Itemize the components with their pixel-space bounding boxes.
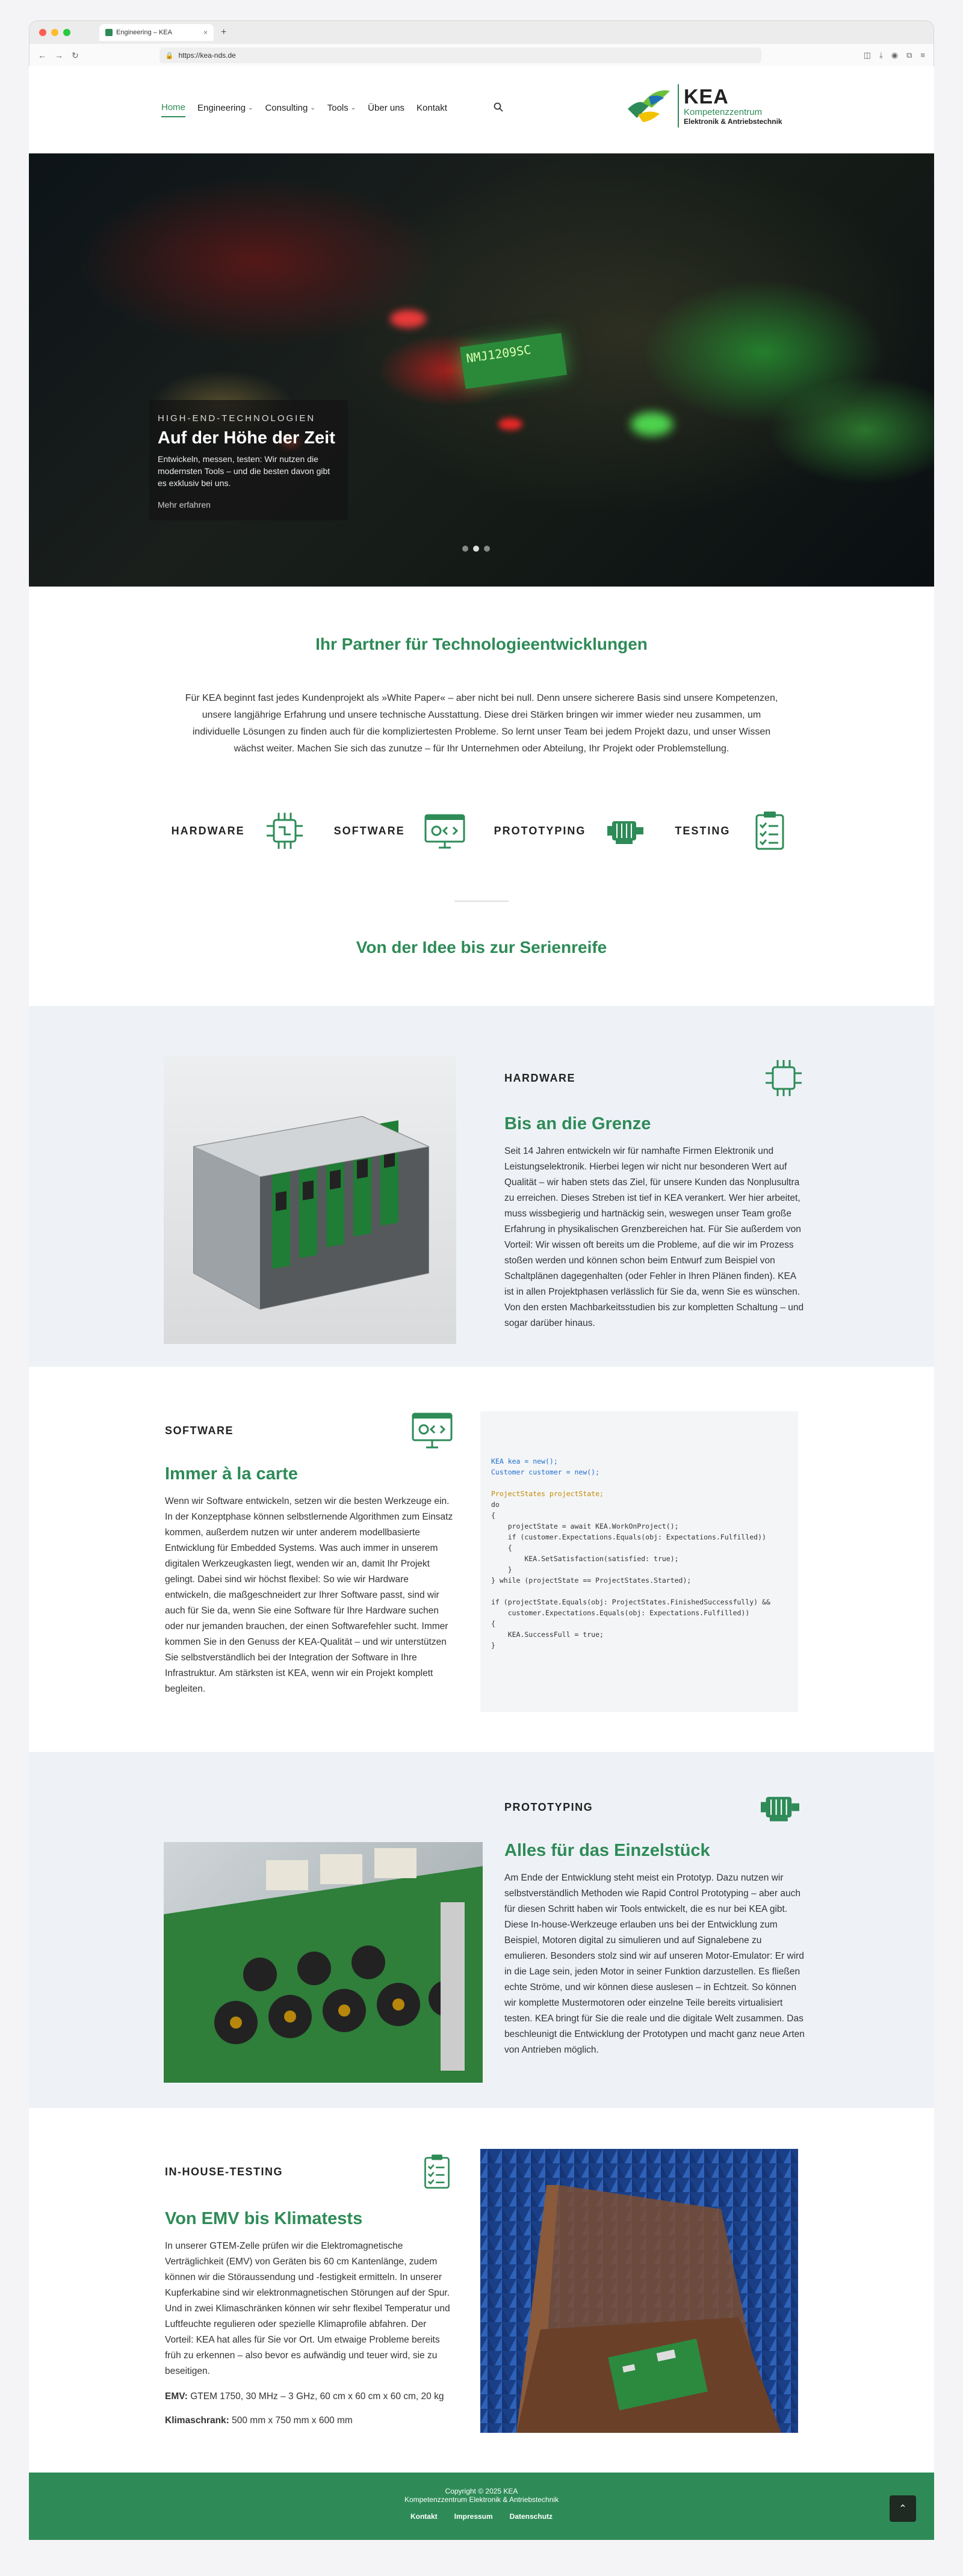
- tab-bar: [29, 21, 934, 44]
- intro-text: Für KEA beginnt fast jedes Kundenprojekt als »White Paper« – aber nicht bei null. Denn unsere sicherere Basis sind unsere Kompetenzen, unsere langjährige Erfahrung und unsere technische Ausstattung. Diese drei Stärken bringen wir immer wieder neu zusammen, um individuelle Lösungen zu finden auch für die kompliziertesten Probleme. So lernt unser Team bei jedem Projekt dazu, und unser Wissen wächst weiter. Machen Sie sich das zunutze – für Ihr Unternehmen oder Abteilung, Ihr Projekt oder Problemstellung.: [185, 693, 778, 754]
- nav-item-engineering[interactable]: [197, 102, 253, 117]
- chip-icon: [762, 1056, 805, 1100]
- browser-tab[interactable]: [99, 24, 214, 41]
- reload-icon[interactable]: ↻: [72, 50, 79, 60]
- toolbar-icons: [864, 51, 925, 60]
- testing-body: In unserer GTEM-Zelle prüfen wir die Elektromagnetische Verträglichkeit (EMV) von Geräten bis 60 cm Kantenlänge, zudem können wir die Störaussendung und -festigkeit ermitteln. In unserer Kupferkabine sind wir elektronmagnetischen Störungen auf der Spur. Und in zwei Klimaschränken können wir sehr flexibel Temperatur und Luftfeuchte regulieren oder spezielle Klimaprofile abfahren. Der Vorteil: KEA hat alles für Sie vor Ort. Um etwaige Probleme bereits früh zu erkennen – also bevor es aufwändig und teuer wird, sie zu beseitigen.: [165, 2241, 450, 2376]
- code-line: KEA.SetSatisfaction(satisfied: true);: [491, 1555, 679, 1563]
- logo-divider: [678, 84, 679, 128]
- code-sample: [480, 1411, 798, 1712]
- slide-dot[interactable]: [462, 546, 468, 552]
- code-line: Customer customer = new();: [491, 1468, 600, 1476]
- code-line: ProjectStates projectState;: [491, 1490, 604, 1498]
- download-icon[interactable]: ⤓: [879, 51, 883, 60]
- chevron-up-icon: ⌃: [899, 2504, 907, 2514]
- lock-icon: 🔒: [165, 52, 174, 60]
- close-window-icon[interactable]: [39, 29, 46, 36]
- hero-slider[interactable]: [29, 153, 934, 587]
- nav-label: Über uns: [368, 103, 405, 113]
- logo-line1: Kompetenzzentrum: [684, 106, 763, 117]
- divider-line: [454, 901, 509, 902]
- minimize-window-icon[interactable]: [51, 29, 58, 36]
- forward-icon[interactable]: →: [55, 51, 63, 60]
- software-title: Immer à la carte: [165, 1464, 298, 1484]
- spec-value: 500 mm x 750 mm x 600 mm: [229, 2415, 353, 2426]
- electronics-rack-illustration: [164, 1056, 456, 1344]
- prototyping-body: Am Ende der Entwicklung steht meist ein Prototyp. Dazu nutzen wir selbstverständlich Methoden wie Rapid Control Prototyping – aber auch für diesen Schritt haben wir Tools entwickelt, die es nur bei KEA gibt. Diese In-house-Werkzeuge erlauben uns bei der Entwicklung zum Beispiel, Motoren digital zu simulieren und auf Signalebene zu emulieren. Besonders stolz sind wir auf unseren Motor-Emulator: Er wird in die Lage sein, jeden Motor in seiner Funktion darzustellen. Es fließen echte Ströme, und wir können diese auslesen – in Echtzeit. So können wir komplette Mustermotoren oder einzelne Teile bereits virtualisiert testen. KEA bringt für Sie die reale und die digitale Welt zusammen. Das beschleunigt die Entwicklung der Prototypen und macht ganz neue Arten von Antrieben möglich.: [504, 1873, 805, 2055]
- testing-label: IN-HOUSE-TESTING: [165, 2165, 283, 2178]
- hardware-section: [29, 1006, 934, 1367]
- nav-label: Kontakt: [416, 103, 447, 113]
- extensions-icon[interactable]: ⧉: [906, 51, 912, 60]
- hero-light: [390, 310, 426, 328]
- chevron-down-icon: ⌄: [248, 105, 253, 111]
- hero-text: Entwickeln, messen, testen: Wir nutzen die modernsten Tools – und die besten davon gibt es exklusiv bei uns.: [158, 454, 330, 488]
- hero-kicker: HIGH-END-TECHNOLOGIEN: [158, 413, 316, 424]
- software-text: [165, 1411, 456, 1701]
- monitor-code-icon: [408, 1411, 456, 1450]
- hero-component: NMJ1209SC: [460, 333, 567, 389]
- maximize-window-icon[interactable]: [63, 29, 70, 36]
- hero-light: [498, 418, 522, 430]
- code-line: {: [491, 1544, 512, 1552]
- web-page: [29, 66, 934, 2540]
- code-line: {: [491, 1511, 495, 1520]
- testing-spec-klima: [165, 2413, 456, 2429]
- prototype-board-illustration: [164, 1842, 483, 2083]
- code-line: {: [491, 1619, 495, 1628]
- motor-icon: [604, 809, 647, 852]
- code-line: } while (projectState == ProjectStates.Started);: [491, 1576, 692, 1585]
- chevron-down-icon: ⌄: [350, 105, 356, 111]
- feature-hardware[interactable]: [172, 809, 306, 852]
- close-tab-icon[interactable]: ×: [203, 28, 208, 37]
- pocket-icon[interactable]: ◫: [863, 51, 872, 60]
- software-body: Wenn wir Software entwickeln, setzen wir die besten Werkzeuge ein. In der Konzeptphase können selbstlernende Algorithmen zum Einsatz kommen, außerdem nutzen wir unter anderem modellbasierte Entwicklung für Embedded Systems. Was auch immer in unserem digitalen Werkzeugkasten liegt, wenden wir an, damit Ihr Projekt gelingt. Dabei sind wir höchst flexibel: So wie wir Hardware entwickeln, die maßgeschneidert zur Ihrer Software passt, sind wir auch für Sie da, wenn Sie eine Software für Ihre Hardware suchen oder nur jemanden brauchen, der einen Softwarefehler sucht. Immer kommen Sie in den Genuss der KEA-Qualität – und wir unterstützen Sie selbstverständlich bei der Integration der Software in Ihre Infrastruktur. Am stärksten ist KEA, wenn wir ein Projekt komplett begleiten.: [165, 1496, 453, 1694]
- hardware-label: HARDWARE: [504, 1071, 575, 1084]
- site-header: [29, 66, 934, 153]
- code-line: if (projectState.Equals(obj: ProjectStates.FinishedSuccessfully) &&: [491, 1598, 770, 1606]
- code-line: [491, 1478, 787, 1488]
- footer-link-kontakt[interactable]: Kontakt: [410, 2512, 438, 2521]
- nav-item-consulting[interactable]: [265, 102, 315, 117]
- clipboard-checklist-icon: [748, 809, 791, 852]
- spec-label: Klimaschrank:: [165, 2415, 229, 2426]
- monitor-code-icon: [423, 809, 466, 852]
- motor-icon: [755, 1788, 805, 1826]
- nav-label: Engineering: [197, 103, 246, 113]
- slide-dot-active[interactable]: [473, 546, 479, 552]
- nav-label: Home: [161, 102, 186, 112]
- hero-more-link[interactable]: Mehr erfahren: [158, 500, 211, 510]
- footer-link-impressum[interactable]: Impressum: [454, 2512, 493, 2521]
- prototyping-label: PROTOTYPING: [504, 1801, 593, 1813]
- hardware-body: Seit 14 Jahren entwickeln wir für namhafte Firmen Elektronik und Leistungselektronik. Hierbei legen wir nicht nur besonderen Wert auf Qualität – wir haben stets das Ziel, für unsere Kunden das Nonplusultra zu erreichen. Dieses Streben ist tief in KEA verankert. Wer hier arbeitet, muss wissbegierig und hartnäckig sein, weswegen unser Team große Erfahrung in physikalischen Grenzbereichen hat. Für Sie außerdem von Vorteil: Wir wissen oft bereits um die Probleme, auf die wir im Prozess stoßen werden und können schon beim Entwurf zum Beispiel von Schaltplänen dagegenhalten (oder Fehler in Ihren Plänen finden). KEA ist in allen Projektphasen verlässlich für Sie da, wenn Sie es wünschen. Von den ersten Machbarkeitsstudien bis zur kompletten Schaltung – und sogar darüber hinaus.: [504, 1146, 804, 1328]
- nav-label: Consulting: [265, 103, 308, 113]
- menu-icon[interactable]: ≡: [920, 51, 925, 60]
- scroll-to-top-button[interactable]: [890, 2495, 916, 2522]
- anechoic-chamber-illustration: [480, 2149, 798, 2433]
- address-bar-row: [29, 44, 934, 67]
- spec-label: EMV:: [165, 2391, 188, 2402]
- footer-company: Kompetenzzentrum Elektronik & Antriebstechnik: [404, 2495, 559, 2504]
- intro-title: Ihr Partner für Technologieentwicklungen: [315, 635, 648, 653]
- logo-line2: Elektronik & Antriebstechnik: [684, 117, 782, 126]
- slider-dots: [462, 546, 490, 552]
- logo-text: [684, 87, 782, 126]
- code-line: if (customer.Expectations.Equals(obj: Expectations.Fulfilled)): [491, 1533, 766, 1541]
- feature-label: SOFTWARE: [333, 824, 405, 837]
- nav-item-kontakt[interactable]: [416, 102, 447, 117]
- url-text: https://kea-nds.de: [178, 51, 236, 60]
- chevron-down-icon: ⌄: [310, 105, 315, 111]
- code-line: }: [491, 1641, 495, 1650]
- hardware-image: [164, 1056, 456, 1344]
- code-line: customer.Expectations.Equals(obj: Expectations.Fulfilled)): [491, 1609, 750, 1617]
- feature-prototyping[interactable]: [494, 809, 648, 852]
- testing-text: [165, 2149, 456, 2432]
- feature-software[interactable]: [334, 809, 466, 852]
- code-line: [491, 1586, 787, 1597]
- hardware-text: [504, 1056, 805, 1335]
- code-line: do: [491, 1500, 500, 1509]
- account-icon[interactable]: ◉: [891, 51, 899, 60]
- hero-title: Auf der Höhe der Zeit: [158, 428, 335, 448]
- feature-testing[interactable]: [675, 809, 791, 852]
- intro-section: [29, 587, 934, 957]
- prototyping-image: [164, 1842, 483, 2083]
- testing-image: [480, 2149, 798, 2433]
- feature-label: HARDWARE: [171, 824, 245, 837]
- footer-links: [29, 2512, 934, 2521]
- prototyping-title: Alles für das Einzelstück: [504, 1841, 710, 1860]
- main-nav: [161, 102, 447, 117]
- nav-item-home[interactable]: [161, 102, 185, 117]
- hardware-title: Bis an die Grenze: [504, 1114, 651, 1133]
- code-line: KEA kea = new();: [491, 1457, 558, 1465]
- new-tab-icon[interactable]: +: [221, 27, 227, 37]
- prototyping-section: [29, 1752, 934, 2108]
- logo-name: KEA: [684, 85, 729, 108]
- favicon-icon: [105, 29, 113, 36]
- search-icon[interactable]: [494, 102, 503, 115]
- hero-light: [631, 412, 673, 436]
- code-line: KEA.SuccessFull = true;: [491, 1630, 604, 1639]
- testing-section: [29, 2108, 934, 2473]
- nav-item-tools[interactable]: [327, 102, 356, 117]
- nav-label: Tools: [327, 103, 348, 113]
- intro-subtitle: Von der Idee bis zur Serienreife: [356, 938, 607, 957]
- footer-copyright: Copyright © 2025 KEA: [445, 2487, 518, 2495]
- testing-title: Von EMV bis Klimatests: [165, 2209, 363, 2228]
- feature-list: [29, 809, 934, 852]
- spec-value: GTEM 1750, 30 MHz – 3 GHz, 60 cm x 60 cm x 60 cm, 20 kg: [187, 2391, 444, 2402]
- back-icon[interactable]: ←: [38, 51, 46, 60]
- clipboard-checklist-icon: [418, 2149, 456, 2195]
- software-section: [29, 1367, 934, 1752]
- code-line: projectState = await KEA.WorkOnProject();: [491, 1522, 679, 1530]
- feature-label: TESTING: [675, 824, 731, 837]
- testing-spec-emv: [165, 2389, 456, 2405]
- feature-label: PROTOTYPING: [494, 824, 586, 837]
- chip-icon: [263, 809, 306, 852]
- site-footer: [29, 2473, 934, 2540]
- nav-item-ueber-uns[interactable]: [368, 102, 404, 117]
- hero-caption: [149, 400, 348, 520]
- code-line: }: [491, 1565, 512, 1574]
- url-field[interactable]: [159, 48, 761, 63]
- kea-bird-logo-icon: [625, 85, 673, 127]
- software-label: SOFTWARE: [165, 1424, 234, 1437]
- slide-dot[interactable]: [484, 546, 490, 552]
- browser-window: [29, 20, 934, 66]
- tab-title: Engineering – KEA: [116, 29, 172, 36]
- site-logo[interactable]: [625, 84, 782, 128]
- prototyping-text: [504, 1788, 805, 2062]
- footer-link-datenschutz[interactable]: Datenschutz: [509, 2512, 553, 2521]
